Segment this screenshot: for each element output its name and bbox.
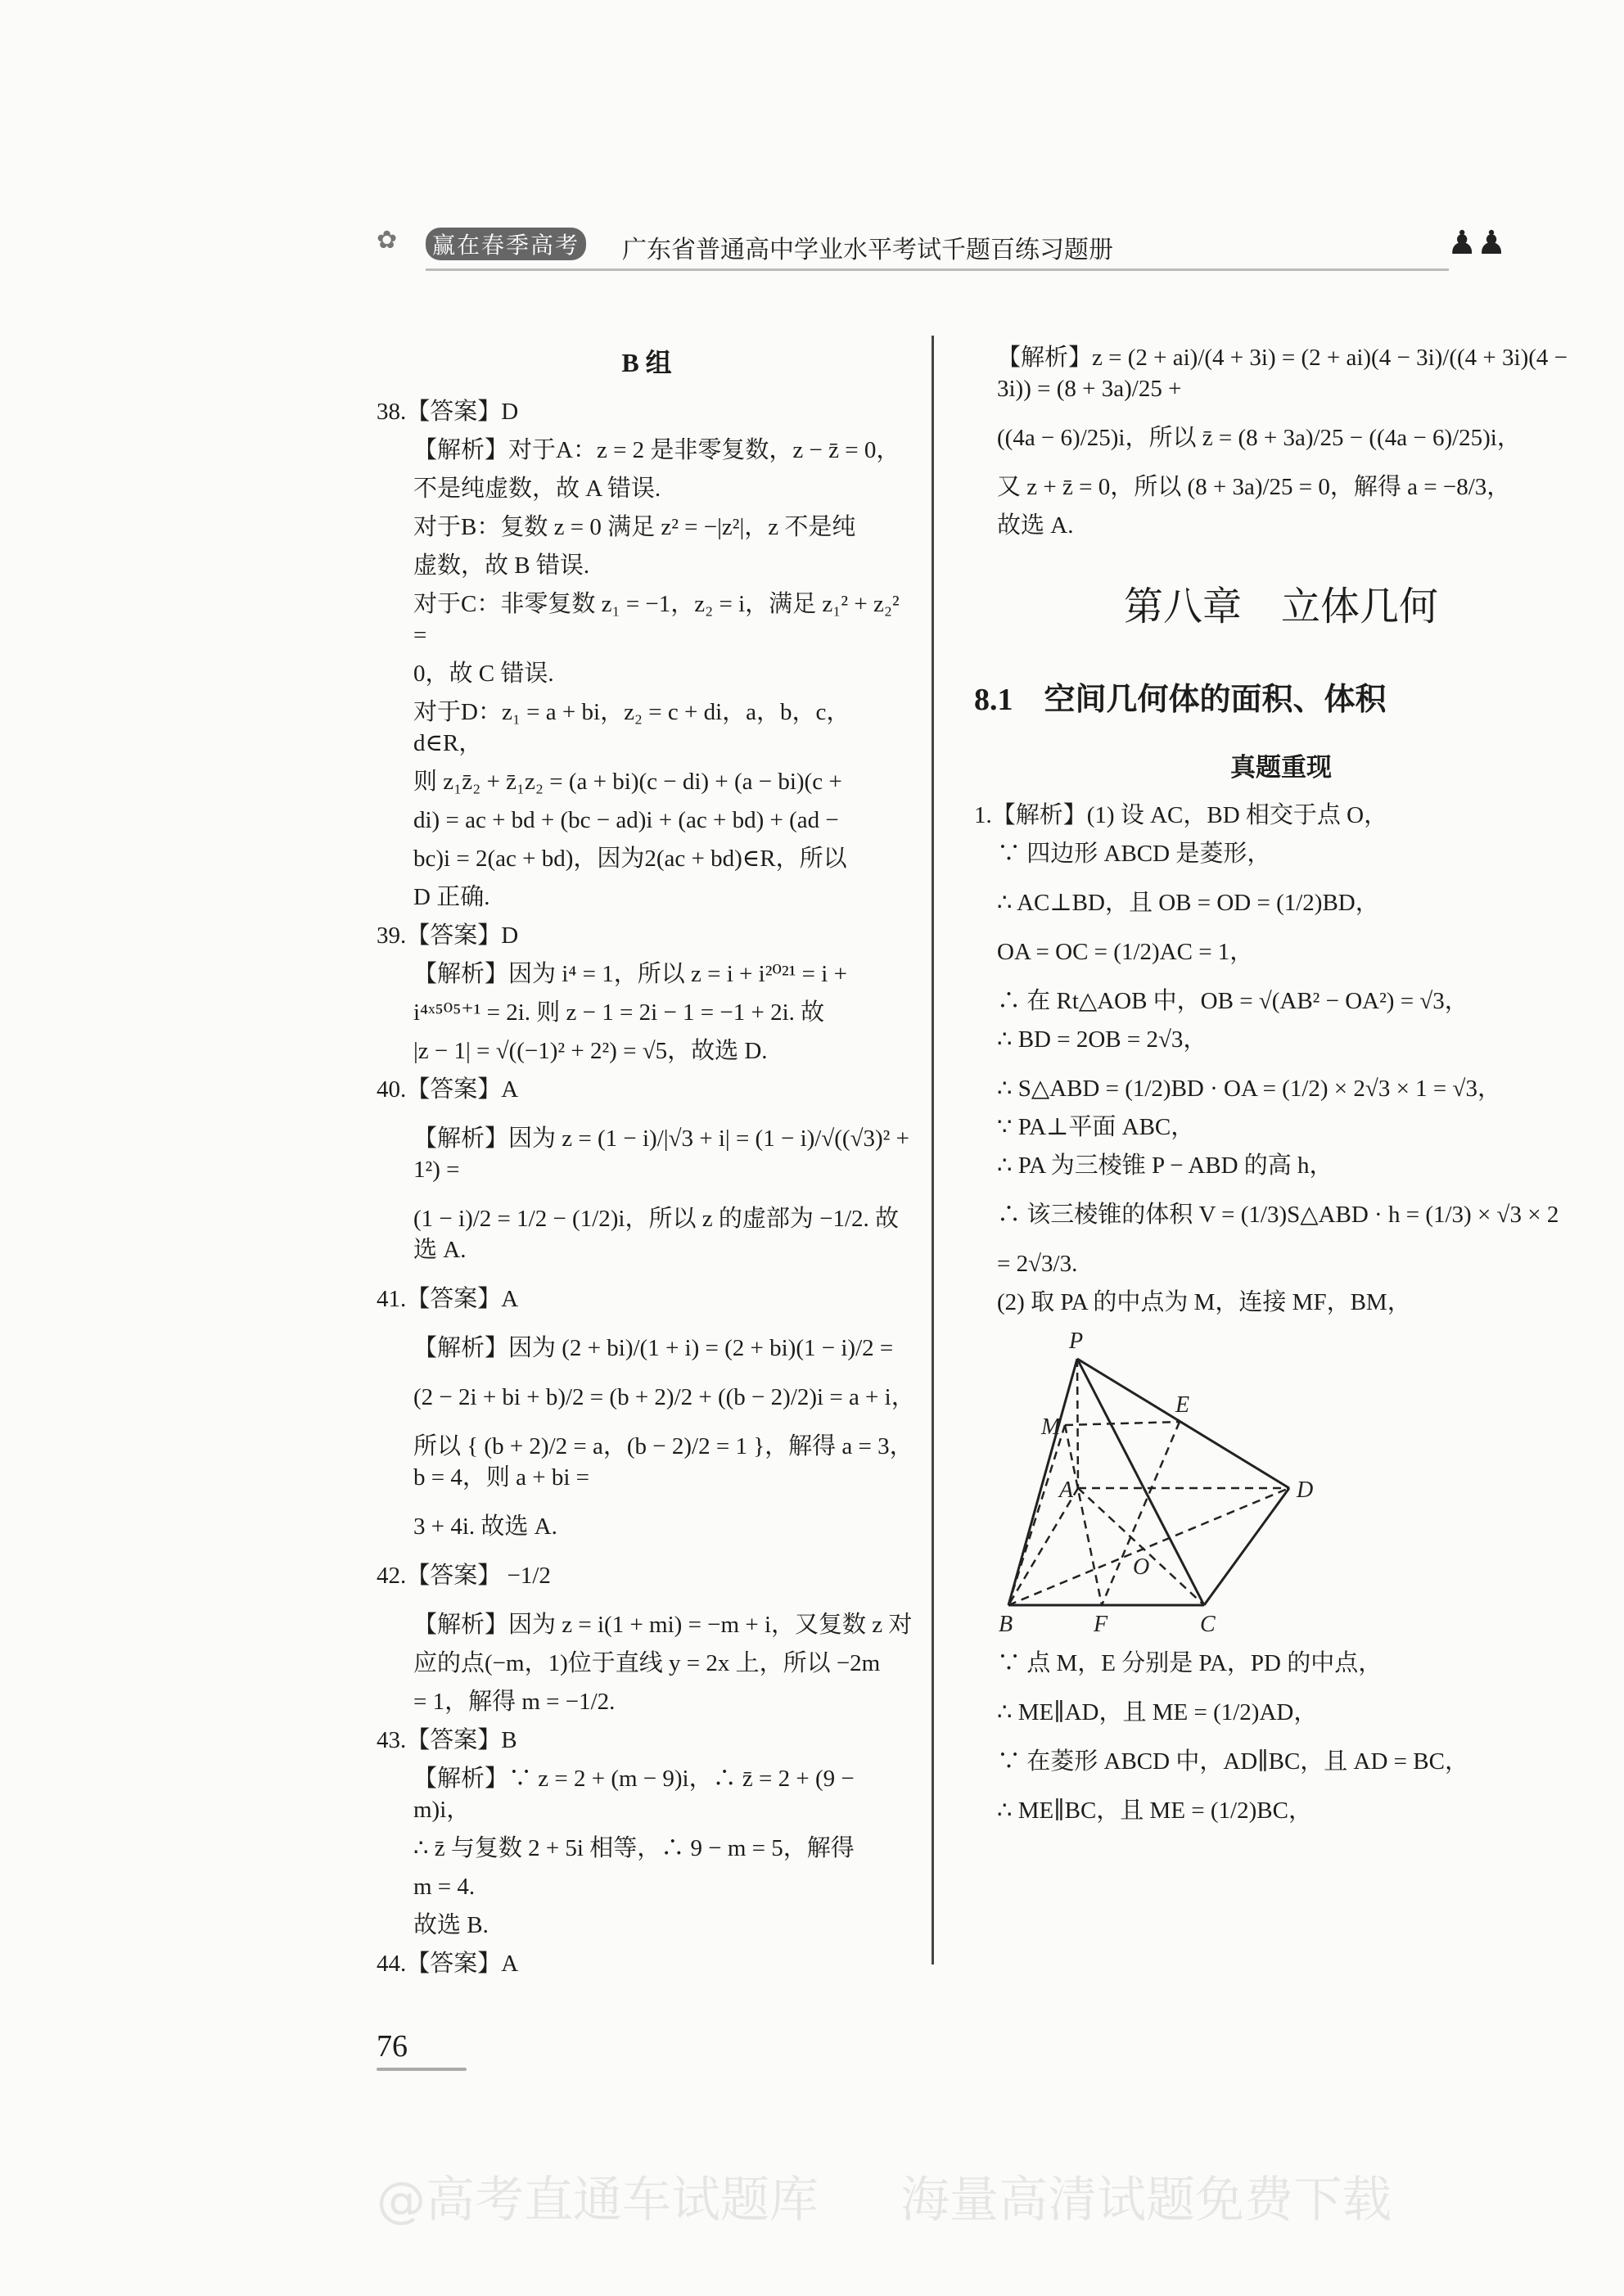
solution-line: ∴ ME∥AD，且 ME = (1/2)AD， bbox=[997, 1699, 1318, 1725]
chapter-title: 第八章 立体几何 bbox=[1123, 584, 1438, 629]
solution-line: ∴ BD = 2OB = 2√3， bbox=[997, 1026, 1207, 1053]
solution-line: 0，故 C 错误. bbox=[413, 661, 554, 687]
solution-line: 【解析】∵ z = 2 + (m − 9)i，∴ z̄ = 2 + (9 − m)i， bbox=[413, 1766, 855, 1823]
solution-line: bc)i = 2(ac + bd)，因为2(ac + bd)∈R，所以 bbox=[413, 846, 847, 872]
solution-line: 【解析】因为 z = (1 − i)/|√3 + i| = (1 − i)/√((√3)² + 1²) = bbox=[413, 1125, 909, 1183]
solution-line: 所以 { (b + 2)/2 = a，(b − 2)/2 = 1 }，解得 a = 3，b = 4，则 a + bi = bbox=[413, 1433, 914, 1491]
segment-mf bbox=[1065, 1425, 1102, 1605]
pyramid-figure bbox=[982, 1325, 1326, 1636]
header-rule bbox=[426, 268, 1449, 271]
book-logo-icon: ✿ bbox=[377, 227, 398, 254]
solution-line: ∵ 点 M，E 分别是 PA，PD 的中点， bbox=[997, 1650, 1383, 1676]
page-number: 76 bbox=[377, 2029, 408, 2064]
solution-line: i⁴ˣ⁵⁰⁵⁺¹ = 2i. 则 z − 1 = 2i − 1 = −1 + 2i. 故 bbox=[413, 999, 825, 1026]
solution-line: 虚数，故 B 错误. bbox=[413, 553, 590, 579]
column-divider bbox=[932, 336, 934, 1964]
solution-line: 【解析】因为 (2 + bi)/(1 + i) = (2 + bi)(1 − i)/2 = bbox=[413, 1335, 894, 1361]
solution-line: 则 z₁z̄₂ + z̄₁z₂ = (a + bi)(c − di) + (a − bi)(c + bbox=[413, 769, 842, 795]
edge-ac bbox=[1078, 1488, 1204, 1605]
answer-line: 41.【答案】A bbox=[377, 1286, 519, 1312]
label-a: A bbox=[1059, 1477, 1074, 1503]
solution-line: ∵ 四边形 ABCD 是菱形， bbox=[997, 841, 1271, 867]
right-column bbox=[974, 342, 1588, 1834]
solution-line: D 正确. bbox=[413, 884, 490, 910]
solution-line: |z − 1| = √((−1)² + 2²) = √5，故选 D. bbox=[413, 1038, 768, 1064]
watermark: 海量高清试题免费下载 bbox=[900, 2172, 1392, 2229]
solution-line: ∴ ME∥BC，且 ME = (1/2)BC， bbox=[997, 1798, 1312, 1824]
solution-line: ∴ AC⊥BD，且 OB = OD = (1/2)BD， bbox=[997, 890, 1379, 916]
solution-line: 故选 A. bbox=[997, 512, 1074, 539]
answer-line: 42.【答案】 −1/2 bbox=[377, 1563, 551, 1589]
label-d: D bbox=[1297, 1477, 1314, 1503]
solution-line: (1 − i)/2 = 1/2 − (1/2)i，所以 z 的虚部为 −1/2. 故选 A. bbox=[413, 1206, 900, 1263]
solution-line: di) = ac + bd + (bc − ad)i + (ac + bd) + (ad − bbox=[413, 807, 839, 833]
answer-line: 43.【答案】B bbox=[377, 1727, 517, 1753]
label-f: F bbox=[1094, 1612, 1108, 1636]
segment-me bbox=[1065, 1422, 1180, 1425]
solution-line: 对于B：复数 z = 0 满足 z² = −|z²|，z 不是纯 bbox=[413, 514, 856, 540]
answer-line: 44.【答案】A bbox=[377, 1951, 519, 1977]
solution-line: ∴ z̄ 与复数 2 + 5i 相等，∴ 9 − m = 5，解得 bbox=[413, 1835, 855, 1861]
solution-line: ∴ PA 为三棱锥 P − ABD 的高 h， bbox=[997, 1153, 1333, 1179]
label-c: C bbox=[1200, 1612, 1216, 1636]
solution-line: = 1，解得 m = −1/2. bbox=[413, 1689, 616, 1715]
page-number-ornament bbox=[377, 2068, 467, 2071]
solution-line: 不是纯虚数，故 A 错误. bbox=[413, 476, 661, 502]
solution-line: 1.【解析】(1) 设 AC，BD 相交于点 O， bbox=[974, 802, 1388, 828]
answer-line: 40.【答案】A bbox=[377, 1076, 519, 1103]
solution-line: ∵ 在菱形 ABCD 中，AD∥BC，且 AD = BC， bbox=[997, 1748, 1468, 1775]
solution-line: ∴ S△ABD = (1/2)BD · OA = (1/2) × 2√3 × 1 = √3， bbox=[997, 1076, 1501, 1102]
label-o: O bbox=[1133, 1554, 1150, 1580]
solution-line: ∴ 在 Rt△AOB 中，OB = √(AB² − OA²) = √3， bbox=[997, 988, 1468, 1014]
running-header bbox=[377, 219, 1506, 277]
segment-mb bbox=[1008, 1425, 1065, 1605]
solution-line: OA = OC = (1/2)AC = 1， bbox=[997, 939, 1254, 965]
left-column bbox=[377, 347, 917, 2071]
answer-line: 39.【答案】D bbox=[377, 922, 519, 949]
solution-line: m = 4. bbox=[413, 1874, 476, 1900]
solution-line: ((4a − 6)/25)i，所以 z̄ = (8 + 3a)/25 − ((4a − 6)/25)i， bbox=[997, 425, 1521, 451]
watermark: @高考直通车试题库 bbox=[377, 2172, 819, 2229]
solution-line: 又 z + z̄ = 0，所以 (8 + 3a)/25 = 0，解得 a = −8/3， bbox=[997, 474, 1511, 500]
label-b: B bbox=[999, 1612, 1013, 1636]
label-p: P bbox=[1069, 1328, 1084, 1354]
solution-line: ∵ PA⊥平面 ABC， bbox=[997, 1114, 1195, 1140]
solution-line: 故选 B. bbox=[413, 1912, 489, 1938]
solution-line: 【解析】因为 i⁴ = 1，所以 z = i + i²⁰²¹ = i + bbox=[413, 961, 847, 987]
solution-line: ∴ 该三棱锥的体积 V = (1/3)S△ABD · h = (1/3) × √3 × 2 bbox=[997, 1202, 1559, 1228]
solution-line: 应的点(−m，1)位于直线 y = 2x 上，所以 −2m bbox=[413, 1650, 881, 1676]
label-m: M bbox=[1041, 1414, 1061, 1440]
solution-line: (2 − 2i + bi + b)/2 = (b + 2)/2 + ((b − 2)/2)i = a + i， bbox=[413, 1384, 915, 1410]
edge-ab bbox=[1008, 1488, 1078, 1605]
solution-line: 3 + 4i. 故选 A. bbox=[413, 1513, 557, 1540]
section-title: 8.1 空间几何体的面积、体积 bbox=[974, 683, 1387, 717]
solution-line: 【解析】z = (2 + ai)/(4 + 3i) = (2 + ai)(4 − 3i)/((4 + 3i)(4 − 3i)) = (8 + 3a)/25 + bbox=[997, 345, 1568, 402]
solution-line: 【解析】对于A：z = 2 是非零复数，z − z̄ = 0， bbox=[413, 437, 900, 463]
solution-line: 【解析】因为 z = i(1 + mi) = −m + i，又复数 z 对 bbox=[413, 1612, 913, 1638]
edge-pa bbox=[1077, 1359, 1078, 1488]
series-badge: 赢在春季高考 bbox=[426, 228, 586, 260]
answer-line: 38.【答案】D bbox=[377, 399, 519, 425]
solution-line: (2) 取 PA 的中点为 M，连接 MF，BM， bbox=[997, 1289, 1411, 1315]
label-e: E bbox=[1175, 1392, 1190, 1418]
group-heading: B 组 bbox=[621, 348, 672, 377]
people-silhouette-icon: ♟♟ bbox=[1447, 224, 1506, 262]
book-title: 广东省普通高中学业水平考试千题百练习题册 bbox=[622, 236, 1113, 264]
solution-line: 对于C：非零复数 z₁ = −1，z₂ = i，满足 z₁² + z₂² = bbox=[413, 591, 900, 648]
solution-line: = 2√3/3. bbox=[997, 1251, 1078, 1277]
solution-line: 对于D：z₁ = a + bi，z₂ = c + di，a，b，c，d∈R， bbox=[413, 699, 850, 756]
subsection-title: 真题重现 bbox=[1230, 753, 1332, 782]
